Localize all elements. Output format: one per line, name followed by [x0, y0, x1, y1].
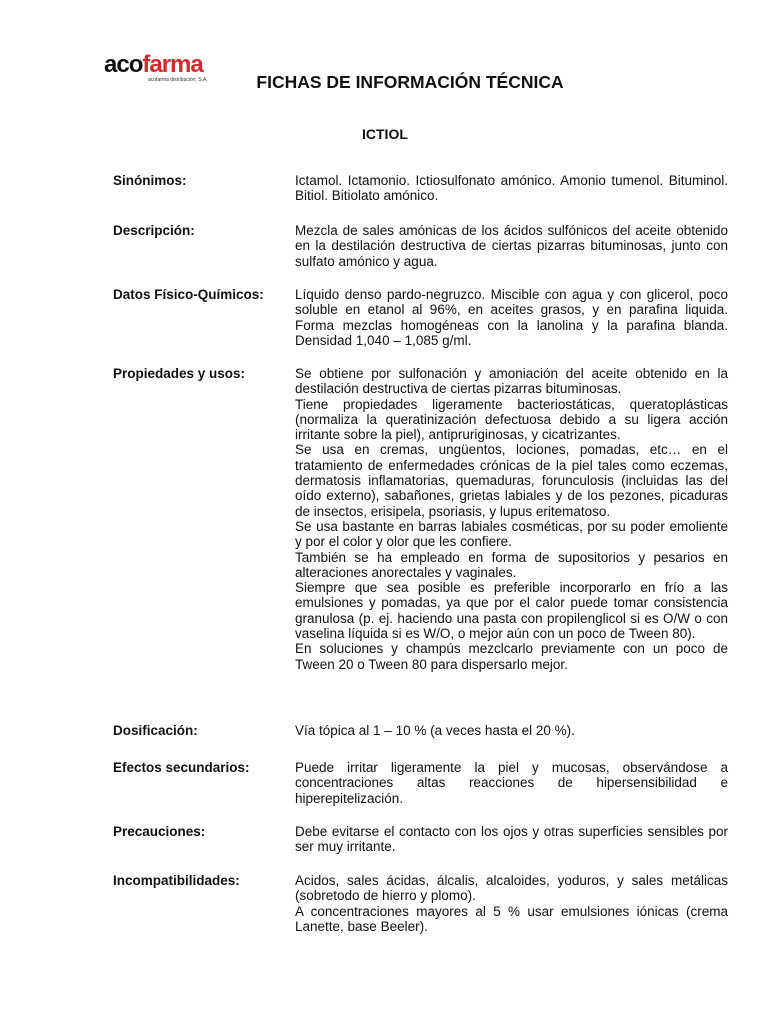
- section-label: Propiedades y usos:: [113, 366, 246, 381]
- section-label: Incompatibilidades:: [113, 873, 240, 888]
- section-paragraph: Siempre que sea posible es preferible incorporarlo en frío a las emulsiones y pomadas, ya que por el calor puede tomar consistencia granulosa (p. ej. haciendo una pasta con propilenglicol si es O/W o con vaselina líquida si es W/O, o mejor aún con un poco de Tween 80).: [295, 580, 728, 642]
- section-paragraph: Puede irritar ligeramente la piel y mucosas, observándose a concentraciones altas reacciones de hipersensibilidad e hiperepitelización.: [295, 760, 728, 806]
- section-paragraph: Vía tópica al 1 – 10 % (a veces hasta el 20 %).: [295, 723, 575, 738]
- section-label: Datos Físico-Químicos:: [113, 287, 264, 302]
- section-body: [295, 223, 728, 269]
- section-paragraph: Se usa bastante en barras labiales cosméticas, por su poder emoliente y por el color y olor que les confiere.: [295, 518, 728, 550]
- section-label: Descripción:: [113, 223, 195, 238]
- logo-word-farma: farma: [142, 51, 203, 78]
- section-paragraph: Acidos, sales ácidas, álcalis, alcaloides, yoduros, y sales metálicas (sobretodo de hierro y plomo).: [295, 873, 728, 904]
- section-paragraph: Se usa en cremas, ungüentos, lociones, pomadas, etc… en el tratamiento de enfermedades crónicas de la piel tales como eczemas, dermatosis inflamatorias, quemaduras, forunculosis (incluidas las del oído externo), sabañones, grietas labiales y de los pezones, picaduras de insectos, erisipela, psoriasis, y lupus eritematoso.: [295, 442, 728, 519]
- section-body: [295, 760, 728, 806]
- section-paragraph: Líquido denso pardo-negruzco. Miscible con agua y con glicerol, poco soluble en etanol al 96%, en aceites grasos, y en parafina liquida. Forma mezclas homogéneas con la lanolina y la parafina blanda. Densidad 1,040 – 1,085 g/ml.: [295, 287, 728, 348]
- section-paragraph: En soluciones y champús mezclcarlo previamente con un poco de Tween 20 o Tween 80 para dispersarlo mejor.: [295, 641, 728, 672]
- section-paragraph: Debe evitarse el contacto con los ojos y otras superficies sensibles por ser muy irritante.: [295, 824, 728, 855]
- section-label: Dosificación:: [113, 723, 198, 738]
- document-title: [0, 72, 768, 93]
- section-paragraph: También se ha empleado en forma de supositorios y pesarios en alteraciones anorectales y vaginales.: [295, 549, 728, 580]
- section-paragraph: Tiene propiedades ligeramente bacteriostáticas, queratoplásticas (normaliza la queratinización defectuosa debido a su ligera acción irritante sobre la piel), antipruriginosas, y cicatrizantes.: [295, 396, 728, 443]
- product-name: ICTIOL: [362, 126, 408, 142]
- section-body: [295, 173, 728, 204]
- section-label: Precauciones:: [113, 824, 206, 839]
- section-paragraph: Se obtiene por sulfonación y amoniación del aceite obtenido en la destilación destructiva de ciertas pizarras bituminosas.: [295, 366, 728, 397]
- logo-word-aco: aco: [104, 51, 143, 78]
- section-paragraph: Mezcla de sales amónicas de los ácidos sulfónicos del aceite obtenido en la destilación destructiva de ciertas pizarras bituminosas, junto con sulfato amónico y agua.: [295, 223, 728, 269]
- document-title-text: FICHAS DE INFORMACIÓN TÉCNICA: [256, 72, 564, 92]
- section-paragraph: A concentraciones mayores al 5 % usar emulsiones iónicas (crema Lanette, base Beeler).: [295, 903, 728, 934]
- section-body: [295, 723, 728, 738]
- section-body: [295, 287, 728, 348]
- section-body: [295, 873, 728, 934]
- section-body: [295, 824, 728, 855]
- section-label: Efectos secundarios:: [113, 760, 250, 775]
- section-body: [295, 366, 728, 672]
- section-paragraph: Ictamol. Ictamonio. Ictiosulfonato amónico. Amonio tumenol. Bituminol. Bitiol. Bitiolato amónico.: [295, 173, 728, 204]
- section-label: Sinónimos:: [113, 173, 187, 188]
- logo-tagline: acofarma distribución, S.A.: [148, 77, 208, 83]
